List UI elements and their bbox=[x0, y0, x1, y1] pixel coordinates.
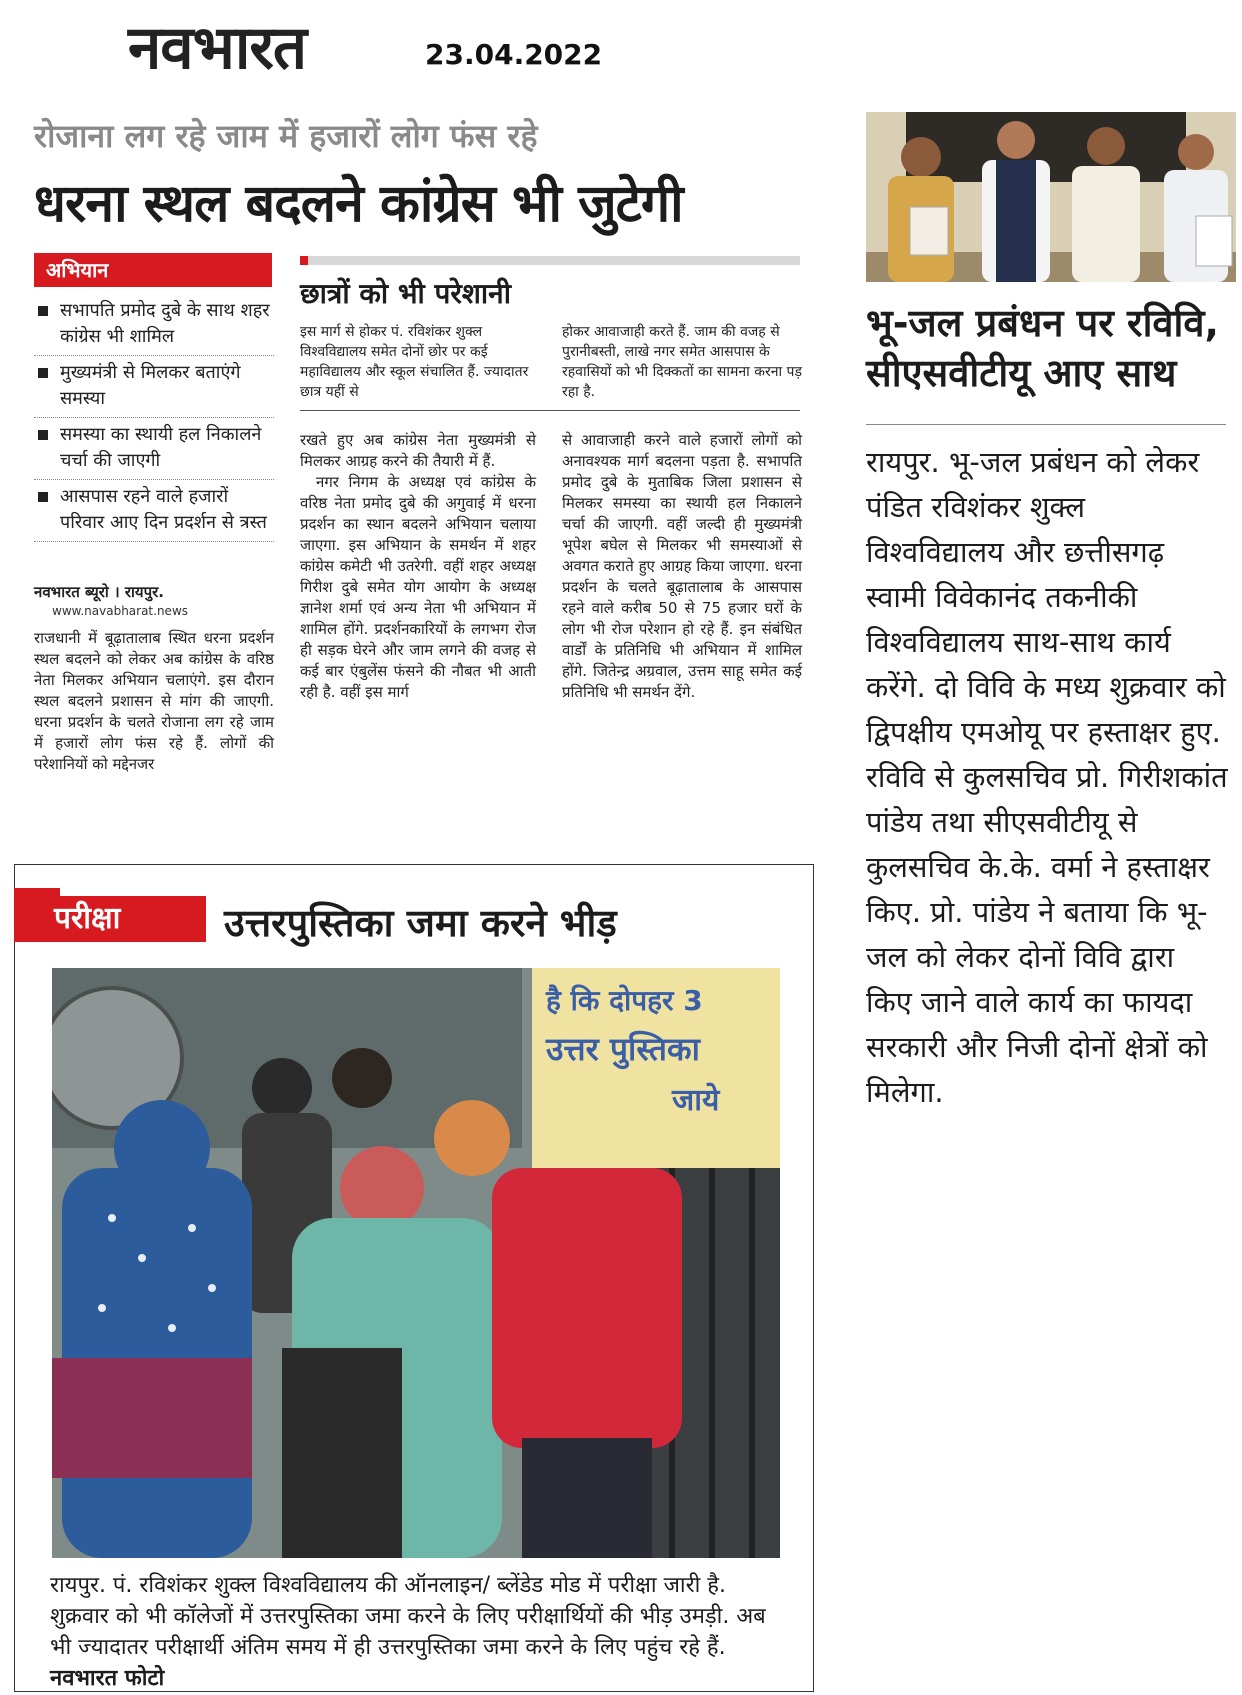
exam-headline: उत्तरपुस्तिका जमा करने भीड़ bbox=[224, 901, 617, 945]
bullet-square-icon bbox=[38, 306, 48, 316]
bullet-item bbox=[34, 418, 274, 480]
intro-left: इस मार्ग से होकर पं. रविशंकर शुक्ल विश्वविद्यालय समेत दोनों छोर पर कई महाविद्यालय और स्कूल संचालित हैं. ज्यादातर छात्र यहीं से bbox=[300, 324, 529, 400]
bullet-square-icon bbox=[38, 492, 48, 502]
bullet-list bbox=[34, 294, 274, 542]
sign-text: है कि दोपहर 3 bbox=[546, 984, 703, 1017]
kicker: रोजाना लग रहे जाम में हजारों लोग फंस रहे bbox=[34, 117, 538, 155]
sign-text: जाये bbox=[672, 1083, 720, 1118]
divider bbox=[300, 410, 800, 411]
section-rule bbox=[300, 256, 800, 265]
main-headline: धरना स्थल बदलने कांग्रेस भी जुटेगी bbox=[34, 174, 683, 234]
bullet-square-icon bbox=[38, 368, 48, 378]
rule-marker bbox=[300, 256, 308, 265]
subheading: छात्रों को भी परेशानी bbox=[300, 277, 511, 310]
body-text: से आवाजाही करने वाले हजारों लोगों को अनावश्यक मार्ग बदलना पड़ता है. सभापति प्रमोद दुबे के मुताबिक जिला प्रशासन से मिलकर समस्या का स्थायी हल निकालने चर्चा की जाएगी. वहीं जल्दी ही मुख्यमंत्री भूपेश बघेल से मिलकर भी समस्याओं से अवगत कराते हुए आग्रह किया जाएगा. धरना प्रदर्शन के चलते बूढ़ातालाब के आसपास रहने वाले करीब 50 से 75 हजार घरों के लोग भी रोज परेशान हो रहे हैं. इन संबंधित वार्डों के प्रतिनिधि भी अभियान में शामिल होंगे. जितेन्द्र अग्रवाल, उत्तम साहू समेत कई प्रतिनिधि भी समर्थन देंगे. bbox=[562, 431, 802, 701]
photo-caption bbox=[50, 1570, 790, 1694]
body-column-2 bbox=[300, 430, 536, 703]
body-text: नगर निगम के अध्यक्ष एवं कांग्रेस के वरिष्ठ नेता प्रमोद दुबे की अगुवाई में धरना प्रदर्शन का स्थान बदलने अभियान चलाया जाएगा. इस अभियान के समर्थन में शहर कांग्रेस कमेटी भी उतरेगी. वहीं शहर अध्यक्ष गिरीश दुबे समेत योग आयोग के अध्यक्ष ज्ञानेश शर्मा एवं अन्य नेता भी अभियान में शामिल होंगे. प्रदर्शनकारियों के लगभग रोज ही सड़क घेरने और जाम लगने की वजह से कई बार एंबुलेंस फंसने की नौबत भी आती रही है. वहीं इस मार्ग bbox=[300, 473, 536, 701]
body-column-3 bbox=[562, 430, 802, 703]
bullet-square-icon bbox=[38, 430, 48, 440]
intro-right: होकर आवाजाही करते हैं. जाम की वजह से पुरानीबस्ती, लाखे नगर समेत आसपास के रहवासियों को भी दिक्कतों का सामना करना पड़ रहा है. bbox=[562, 324, 803, 400]
divider bbox=[866, 424, 1226, 425]
caption-text: रायपुर. पं. रविशंकर शुक्ल विश्वविद्यालय की ऑनलाइन/ ब्लेंडेड मोड में परीक्षा जारी है. शुक्रवार को भी कॉलेजों में उत्तरपुस्तिका जमा करने के लिए परीक्षार्थियों की भीड़ उमड़ी. अब भी ज्यादातर परीक्षार्थी अंतिम समय में ही उत्तरपुस्तिका जमा करने के लिए पहुंच रहे हैं. bbox=[50, 1573, 766, 1660]
body-text: रखते हुए अब कांग्रेस नेता मुख्यमंत्री से मिलकर आग्रह करने की तैयारी में हैं. bbox=[300, 431, 536, 470]
bullet-text: समस्या का स्थायी हल निकालने चर्चा की जाएगी bbox=[60, 424, 262, 471]
exam-tag: परीक्षा bbox=[14, 896, 206, 942]
bullet-item bbox=[34, 480, 274, 542]
right-headline: भू-जल प्रबंधन पर रविवि, सीएसवीटीयू आए साथ bbox=[866, 301, 1219, 395]
body-column-1 bbox=[34, 628, 274, 775]
publication-date: 23.04.2022 bbox=[425, 38, 603, 71]
photo-credit: नवभारत फोटो bbox=[50, 1666, 165, 1691]
masthead: नवभारत bbox=[128, 13, 307, 83]
crowd-photo bbox=[52, 968, 780, 1558]
bullet-item bbox=[34, 356, 274, 418]
website: www.navabharat.news bbox=[52, 604, 189, 618]
right-body-text: रायपुर. भू-जल प्रबंधन को लेकर पंडित रविशंकर शुक्ल विश्वविद्यालय और छत्तीसगढ़ स्वामी विवेकानंद तकनीकी विश्वविद्यालय साथ-साथ कार्य करेंगे. दो विवि के मध्य शुक्रवार को द्विपक्षीय एमओयू पर हस्ताक्षर हुए. रविवि से कुलसचिव प्रो. गिरीशकांत पांडेय तथा सीएसवीटीयू से कुलसचिव के.के. वर्मा ने हस्ताक्षर किए. प्रो. पांडेय ने बताया कि भू-जल को लेकर दोनों विवि द्वारा किए जाने वाले कार्य का फायदा सरकारी और निजी दोनों क्षेत्रों को मिलेगा. bbox=[866, 445, 1228, 1109]
body-text: राजधानी में बूढ़ातालाब स्थित धरना प्रदर्शन स्थल बदलने को लेकर अब कांग्रेस के वरिष्ठ नेता मिलकर अभियान चलाएंगे. इस दौरान स्थल बदलने प्रशासन से मांग की जाएगी. धरना प्रदर्शन के चलते रोजाना लग रहे जाम में हजारों लोग फंस रहे हैं. लोगों की परेशानियों को मद्देनजर bbox=[34, 629, 274, 773]
sign-text: उत्तर पुस्तिका bbox=[546, 1030, 700, 1068]
bullet-text: सभापति प्रमोद दुबे के साथ शहर कांग्रेस भी शामिल bbox=[60, 300, 270, 347]
bullet-text: मुख्यमंत्री से मिलकर बताएंगे समस्या bbox=[60, 362, 241, 409]
sidebar-tag: अभियान bbox=[34, 253, 272, 287]
bullet-text: आसपास रहने वाले हजारों परिवार आए दिन प्रदर्शन से त्रस्त bbox=[60, 486, 267, 533]
bullet-item bbox=[34, 294, 274, 356]
mou-photo bbox=[866, 112, 1236, 282]
byline: नवभारत ब्यूरो । रायपुर. bbox=[34, 583, 164, 601]
